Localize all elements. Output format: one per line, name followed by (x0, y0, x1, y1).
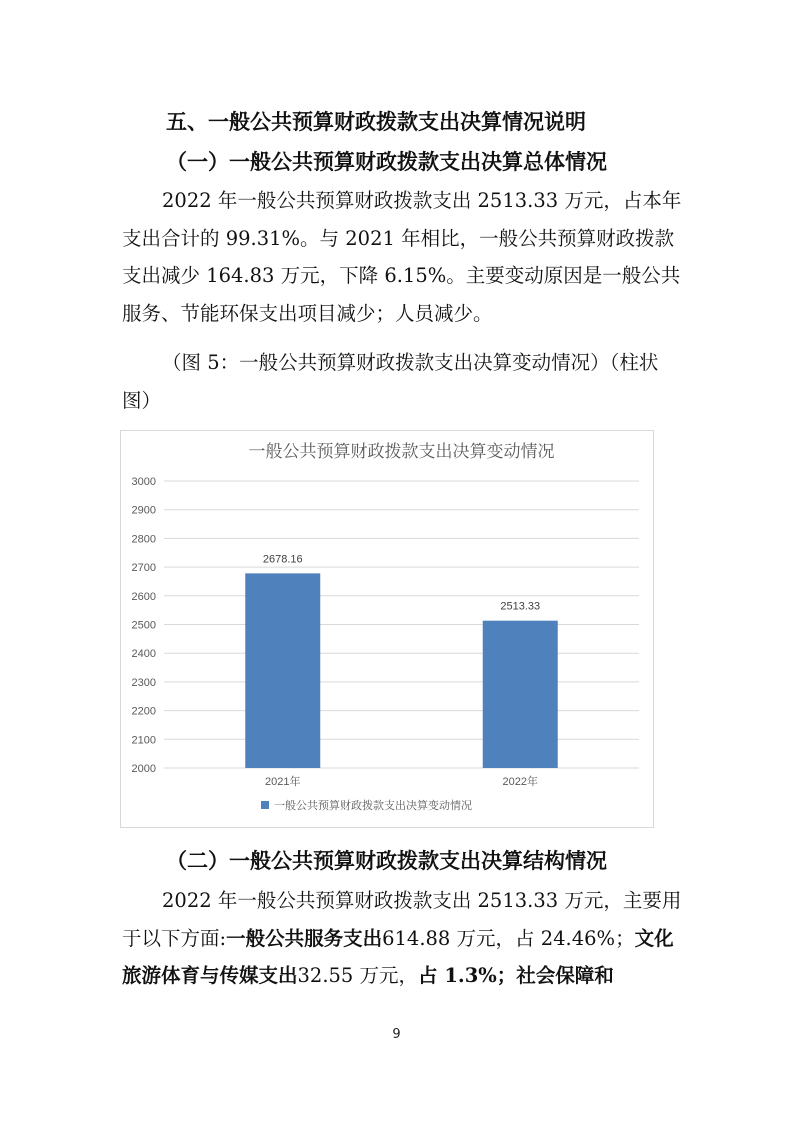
y-tick-label: 2000 (131, 763, 156, 775)
overall-paragraph (122, 182, 682, 332)
x-tick-label: 2021年 (265, 776, 301, 788)
data-label: 2513.33 (500, 600, 541, 613)
y-tick-label: 2700 (131, 562, 156, 575)
legend-swatch (261, 801, 269, 809)
bar-chart-svg (121, 431, 655, 829)
page-number: 9 (392, 1027, 401, 1042)
item1-rest: 614.88 万元，占 24.46%； (382, 926, 635, 950)
legend-label: 一般公共预算财政拨款支出决算变动情况 (274, 800, 472, 812)
section-title: 五、一般公共预算财政拨款支出决算情况说明 (166, 109, 586, 134)
y-tick-label: 2400 (131, 648, 156, 661)
bar-chart (120, 430, 654, 828)
y-tick-label: 2300 (131, 676, 156, 689)
item2-name: 文化旅游体育与传媒支出 (122, 926, 674, 987)
bar (483, 621, 558, 768)
item1-name: 一般公共服务支出 (226, 926, 383, 950)
data-label: 2678.16 (262, 553, 303, 566)
y-tick-label: 2500 (131, 619, 156, 632)
overall-paragraph-text: 2022 年一般公共预算财政拨款支出 2513.33 万元，占本年支出合计的 99.31%。与 2021 年相比，一般公共预算财政拨款支出减少 164.83 万元，下降 6.15%。主要变动原因是一般公共服务、节能环保支出项目减少；人员减少。 (122, 189, 682, 325)
subsection-title-overall: （一）一般公共预算财政拨款支出决算总体情况 (166, 149, 607, 174)
chart-title: 一般公共预算财政拨款支出决算变动情况 (248, 442, 555, 461)
y-tick-label: 3000 (131, 476, 156, 488)
bar (245, 573, 320, 768)
y-tick-label: 2800 (131, 533, 156, 546)
structure-intro: 2022 年一般公共预算财政拨款支出 2513.33 万元，主要用于以下方面: (122, 889, 682, 950)
item2-rest: 占 1.3%；社会保障和 (418, 964, 614, 987)
structure-paragraph (122, 882, 682, 995)
y-tick-label: 2200 (131, 705, 156, 718)
item2-value: 32.55 万元， (297, 964, 419, 987)
y-tick-label: 2900 (131, 504, 156, 517)
figure-caption (122, 344, 682, 419)
subsection-title-structure: （二）一般公共预算财政拨款支出决算结构情况 (166, 848, 607, 873)
y-tick-label: 2600 (131, 590, 156, 603)
y-tick-label: 2100 (131, 734, 156, 747)
x-tick-label: 2022年 (502, 776, 538, 788)
figure-caption-text: （图 5：一般公共预算财政拨款支出决算变动情况）（柱状图） (122, 351, 659, 412)
